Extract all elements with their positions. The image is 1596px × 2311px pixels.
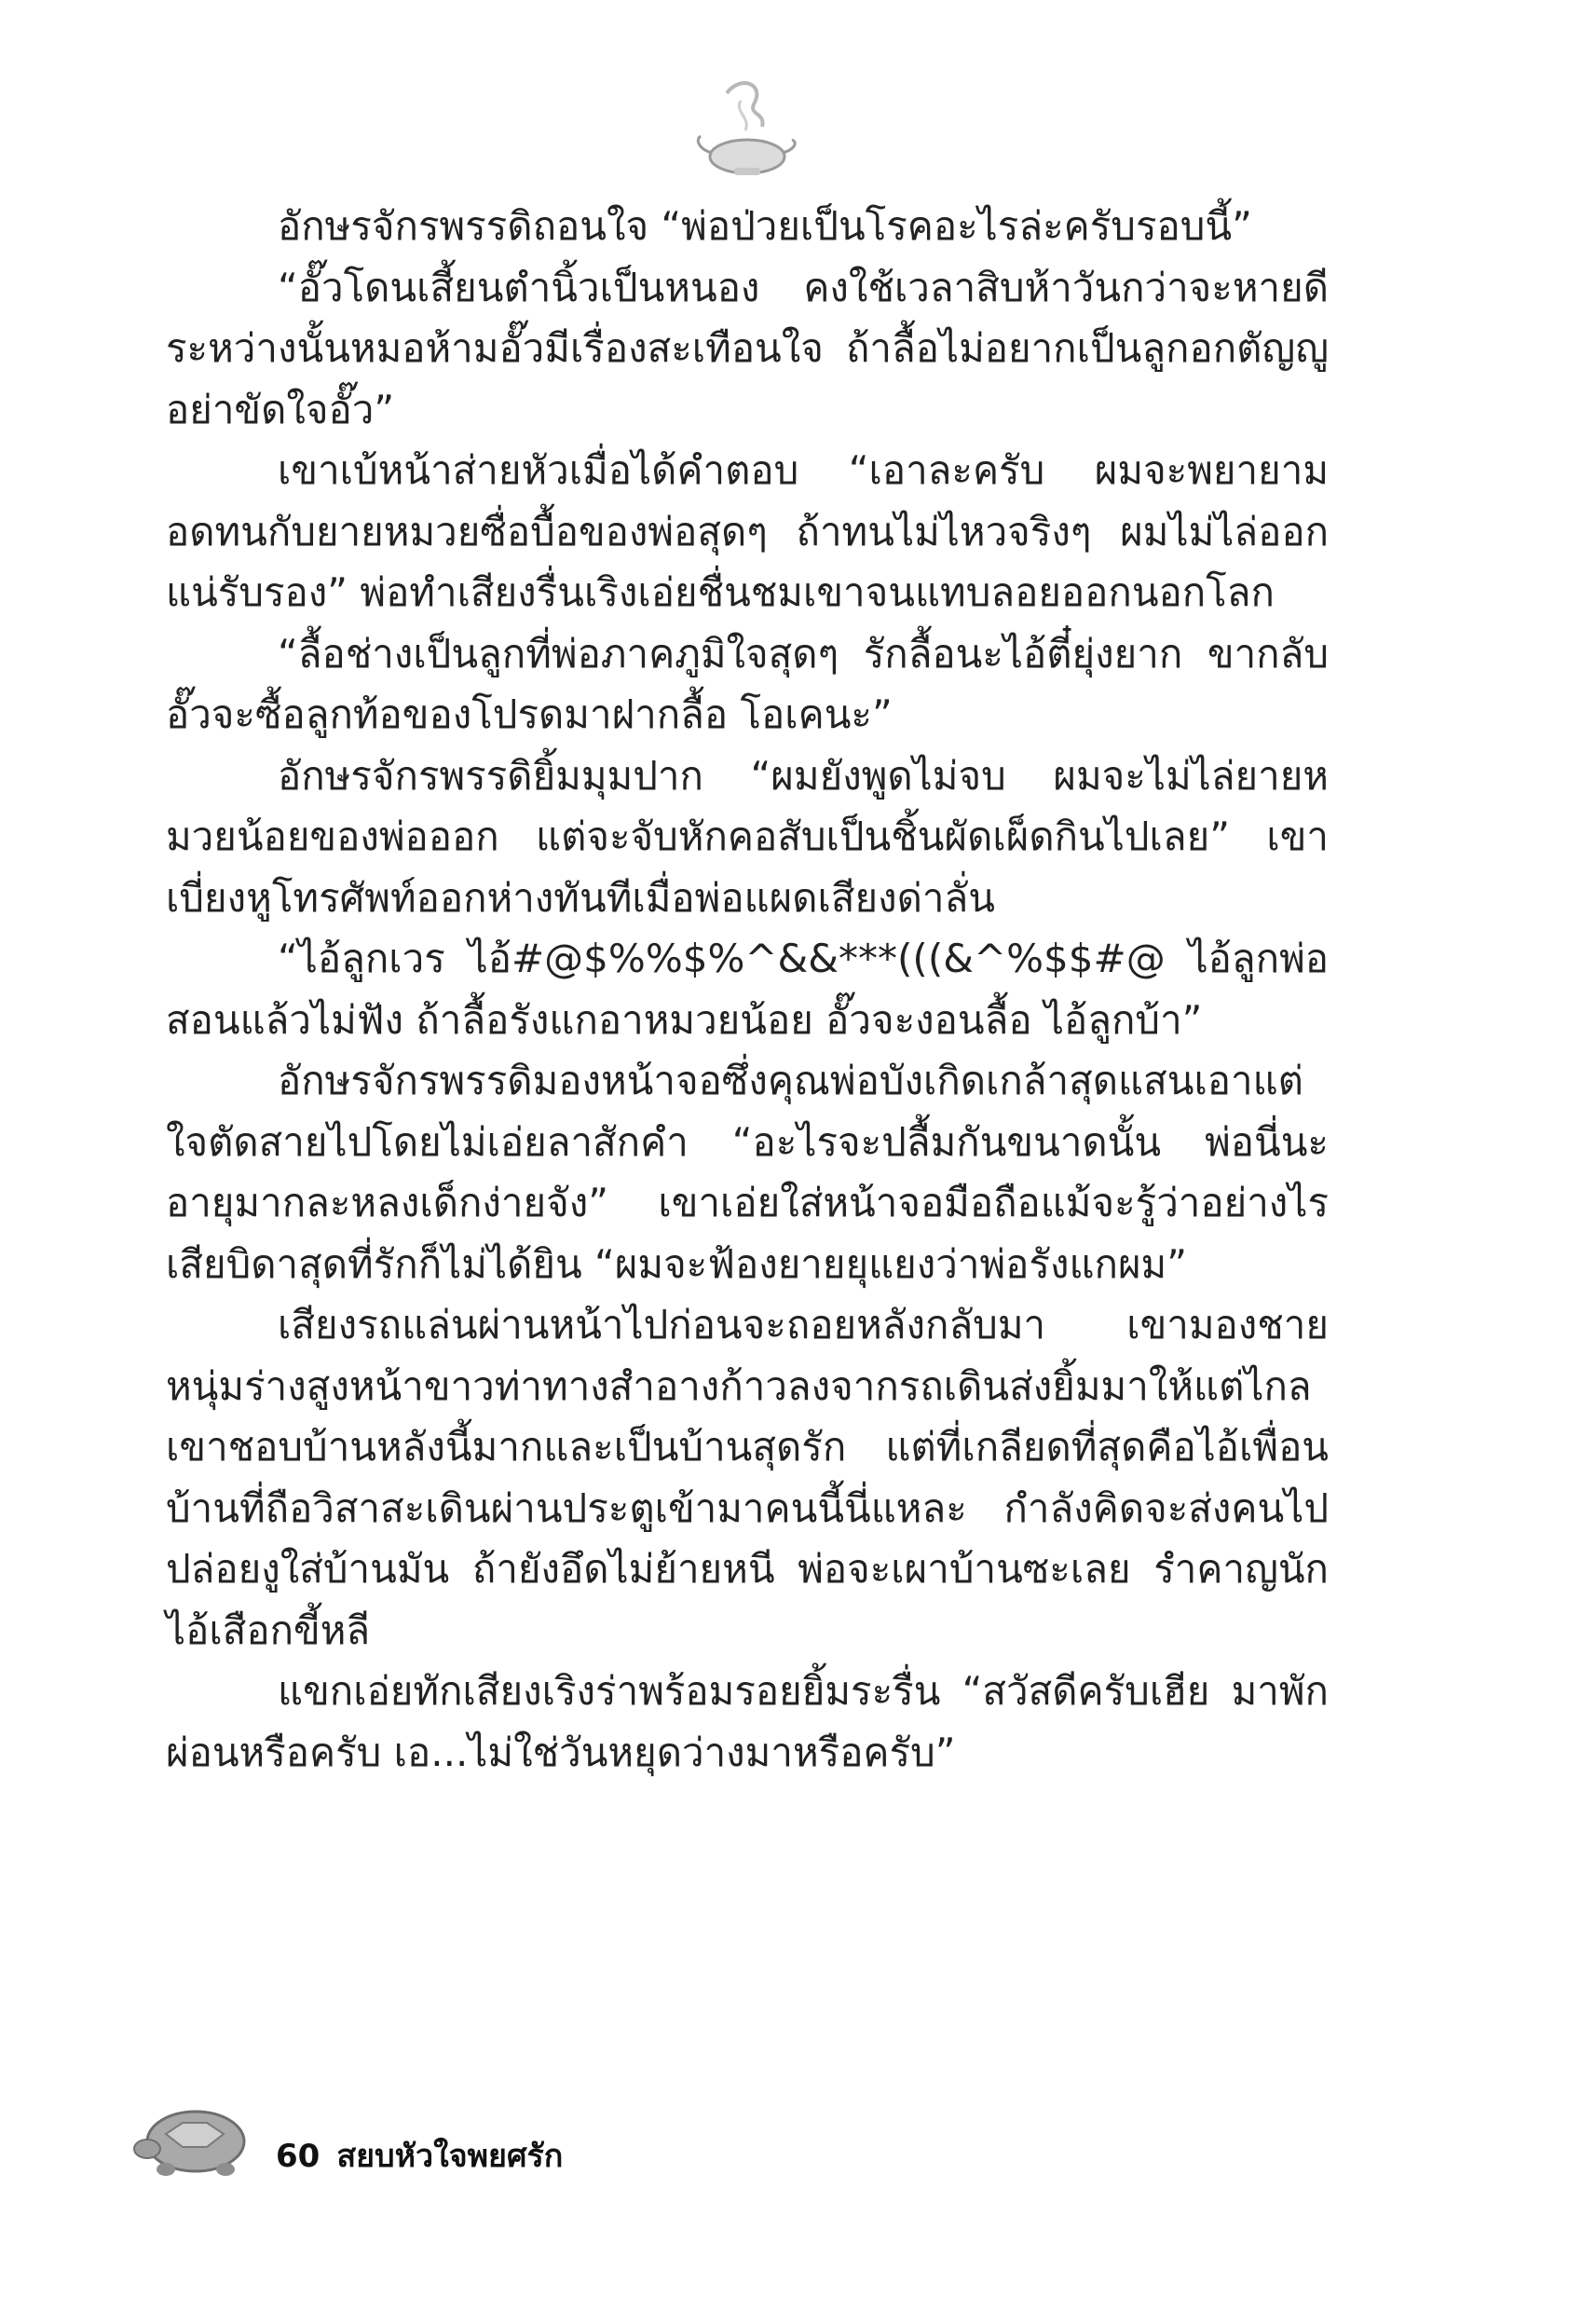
paragraph: “อั๊วโดนเสี้ยนตำนิ้วเป็นหนอง คงใช้เวลาสิบห้าวันกว่าจะหายดี ระหว่างนั้นหมอห้ามอั๊วมีเรื่องสะเทือนใจ ถ้าลื้อไม่อยากเป็นลูกอกตัญญู อย่าขัดใจอั๊ว” <box>166 264 1329 432</box>
paragraph: อักษรจักรพรรดิถอนใจ “พ่อป่วยเป็นโรคอะไรล่ะครับรอบนี้” <box>278 203 1252 249</box>
paragraph: “ไอ้ลูกเวร ไอ้#@$%%$%^&&***(((&^%$$#@ ไอ้ลูกพ่อสอนแล้วไม่ฟัง ถ้าลื้อรังแกอาหมวยน้อย อั๊วจะงอนลื้อ ไอ้ลูกบ้า” <box>166 936 1329 1043</box>
genie-lamp-icon <box>689 75 801 186</box>
paragraph: เสียงรถแล่นผ่านหน้าไปก่อนจะถอยหลังกลับมา เขามองชายหนุ่มร่างสูงหน้าขาวท่าทางสำอางก้าวลงจากรถเดินส่งยิ้มมาให้แต่ไกล เขาชอบบ้านหลังนี้มากและเป็นบ้านสุดรัก แต่ที่เกลียดที่สุดคือไอ้เพื่อนบ้านที่ถือวิสาสะเดินผ่านประตูเข้ามาคนนี้นี่แหละ กำลังคิดจะส่งคนไปปล่อยงูใส่บ้านมัน ถ้ายังอึดไม่ย้ายหนี พ่อจะเผาบ้านซะเลย รำคาญนักไอ้เสือกขี้หลี <box>166 1302 1329 1653</box>
paragraph: “ลื้อช่างเป็นลูกที่พ่อภาคภูมิใจสุดๆ รักลื้อนะไอ้ตี๋ยุ่งยาก ขากลับอั๊วจะซื้อลูกท้อของโปรดมาฝากลื้อ โอเคนะ” <box>166 630 1329 737</box>
footer-text <box>276 2130 580 2181</box>
paragraph: แขกเอ่ยทักเสียงเริงร่าพร้อมรอยยิ้มระรื่น “สวัสดีครับเฮีย มาพักผ่อนหรือครับ เอ...ไม่ใช่วันหยุดว่างมาหรือครับ” <box>166 1668 1329 1775</box>
paragraph: อักษรจักรพรรดิมองหน้าจอซึ่งคุณพ่อบังเกิดเกล้าสุดแสนเอาแต่ใจตัดสายไปโดยไม่เอ่ยลาสักคำ “อะไรจะปลื้มกันขนาดนั้น พ่อนี่นะอายุมากละหลงเด็กง่ายจัง” เขาเอ่ยใส่หน้าจอมือถือแม้จะรู้ว่าอย่างไรเสียบิดาสุดที่รักก็ไม่ได้ยิน “ผมจะฟ้องยายยุแยงว่าพ่อรังแกผม” <box>166 1058 1329 1287</box>
page-number: 60 <box>276 2138 321 2175</box>
body-text <box>166 196 1329 1783</box>
page-footer <box>129 2087 781 2199</box>
paragraph: เขาเบ้หน้าส่ายหัวเมื่อได้คำตอบ “เอาละครับ ผมจะพยายามอดทนกับยายหมวยซื่อบื้อของพ่อสุดๆ ถ้าทนไม่ไหวจริงๆ ผมไม่ไล่ออกแน่รับรอง” พ่อทำเสียงรื่นเริงเอ่ยชื่นชมเขาจนแทบลอยออกนอกโลก <box>166 447 1329 615</box>
book-title: สยบหัวใจพยศรัก <box>336 2138 564 2175</box>
paragraph: อักษรจักรพรรดิยิ้มมุมปาก “ผมยังพูดไม่จบ ผมจะไม่ไล่ยายหมวยน้อยของพ่อออก แต่จะจับหักคอสับเป็นชิ้นผัดเผ็ดกินไปเลย” เขาเบี่ยงหูโทรศัพท์ออกห่างทันทีเมื่อพ่อแผดเสียงด่าลั่น <box>166 752 1329 921</box>
turtle-icon <box>129 2087 259 2190</box>
